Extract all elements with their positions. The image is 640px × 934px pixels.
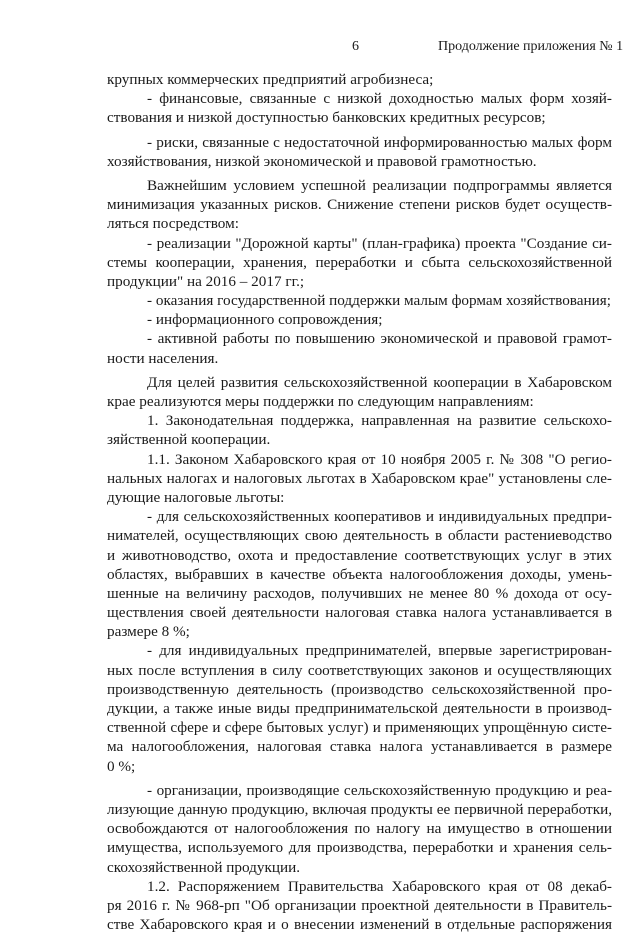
text-line: - активной работы по повышению экономической и правовой грамот- bbox=[147, 330, 612, 348]
text-line: крае реализуются меры поддержки по следующим направлениям: bbox=[107, 393, 534, 410]
text-line: - информационного сопровождения; bbox=[147, 311, 383, 329]
text-line: и животноводство, охота и предоставление соответствующих услуг в этих bbox=[107, 546, 612, 564]
paragraph bbox=[107, 70, 612, 89]
text-line: - для сельскохозяйственных кооперативов и индивидуальных предпри- bbox=[147, 508, 612, 526]
page-number: 6 bbox=[352, 39, 359, 54]
text-line: - риски, связанные с недостаточной информированностью малых форм bbox=[147, 133, 612, 151]
text-line: имущества, используемого для производства, переработки и хранения сель- bbox=[107, 839, 612, 857]
text-line: - оказания государственной поддержки малым формам хозяйствования; bbox=[147, 292, 611, 310]
text-line: - организации, производящие сельскохозяйственную продукцию и реа- bbox=[147, 781, 612, 799]
paragraph bbox=[107, 291, 612, 310]
document-body bbox=[107, 70, 612, 934]
paragraph bbox=[107, 89, 612, 127]
text-line: ма налогообложения, налоговая ставка налога устанавливается в размере bbox=[107, 738, 612, 756]
text-line: ных после вступления в силу соответствующих законов и осуществляющих bbox=[107, 661, 612, 679]
paragraph bbox=[107, 450, 612, 508]
paragraph bbox=[107, 641, 612, 775]
paragraph bbox=[107, 133, 612, 171]
paragraph bbox=[107, 176, 612, 234]
text-line: зяйственной кооперации. bbox=[107, 431, 271, 449]
text-line: - реализации "Дорожной карты" (план-графика) проекта "Создание си- bbox=[147, 234, 612, 252]
text-line: лизующие данную продукцию, включая продукты ее первичной переработки, bbox=[107, 800, 612, 818]
paragraph bbox=[107, 329, 612, 367]
text-line: Важнейшим условием успешной реализации подпрограммы является bbox=[147, 176, 612, 194]
text-line: ственной сфере и сфере бытовых услуг) и применяющих упрощённую систе- bbox=[107, 719, 612, 737]
text-line: 0 %; bbox=[107, 757, 136, 775]
text-line: 1.2. Распоряжением Правительства Хабаровского края от 08 декаб- bbox=[147, 877, 612, 895]
text-line: освобождаются от налогообложения по налогу на имущество в отношении bbox=[107, 820, 612, 838]
text-line: хозяйствования, низкой экономической и правовой грамотностью. bbox=[107, 152, 537, 170]
text-line: крупных коммерческих предприятий агробизнеса; bbox=[107, 71, 434, 88]
text-line: дующие налоговые льготы: bbox=[107, 488, 285, 506]
text-line: - для индивидуальных предпринимателей, впервые зарегистрирован- bbox=[147, 642, 612, 660]
text-line: дукции, а также иные виды предпринимательской деятельности в производ- bbox=[107, 700, 612, 717]
paragraph bbox=[107, 877, 612, 934]
text-line: нимателей, осуществляющих свою деятельность в области растениеводство bbox=[107, 527, 612, 545]
text-line: нальных налогах и налоговых льготах в Хабаровском крае" установлены сле- bbox=[107, 469, 612, 487]
paragraph bbox=[107, 373, 612, 411]
text-line: ществления своей деятельности налоговая ставка налога устанавливается в bbox=[107, 604, 612, 622]
paragraph bbox=[107, 310, 612, 329]
text-line: продукции" на 2016 – 2017 гг.; bbox=[107, 272, 305, 290]
paragraph bbox=[107, 234, 612, 292]
text-line: ности населения. bbox=[107, 349, 219, 367]
continuation-header: Продолжение приложения № 1 bbox=[438, 39, 624, 54]
text-line: ляться посредством: bbox=[107, 215, 239, 233]
text-line: ствования и низкой доступностью банковских кредитных ресурсов; bbox=[107, 109, 546, 127]
text-line: ря 2016 г. № 968-рп "Об организации проектной деятельности в Правитель- bbox=[107, 896, 612, 914]
text-line: производственную деятельность (производство сельскохозяйственной про- bbox=[107, 680, 612, 698]
text-line: 1. Законодательная поддержка, направленная на развитие сельскохо- bbox=[147, 412, 612, 430]
paragraph bbox=[107, 781, 612, 877]
text-line: стве Хабаровского края и о внесении изменений в отдельные распоряжения bbox=[107, 916, 612, 934]
text-line: размере 8 %; bbox=[107, 623, 190, 641]
paragraph bbox=[107, 411, 612, 449]
text-line: 1.1. Законом Хабаровского края от 10 ноября 2005 г. № 308 "О регио- bbox=[147, 450, 612, 468]
paragraph bbox=[107, 507, 612, 641]
text-line: минимизация указанных рисков. Снижение степени рисков будет осуществ- bbox=[107, 196, 612, 214]
text-line: областях, выбравших в качестве объекта налогообложения доходы, умень- bbox=[107, 565, 612, 583]
text-line: шенные на величину расходов, получивших не менее 80 % дохода от осу- bbox=[107, 584, 612, 602]
text-line: скохозяйственной продукции. bbox=[107, 858, 301, 876]
text-line: Для целей развития сельскохозяйственной кооперации в Хабаровском bbox=[147, 373, 612, 391]
text-line: - финансовые, связанные с низкой доходностью малых форм хозяй- bbox=[147, 90, 612, 108]
text-line: стемы кооперации, хранения, переработки и сбыта сельскохозяйственной bbox=[107, 253, 612, 271]
